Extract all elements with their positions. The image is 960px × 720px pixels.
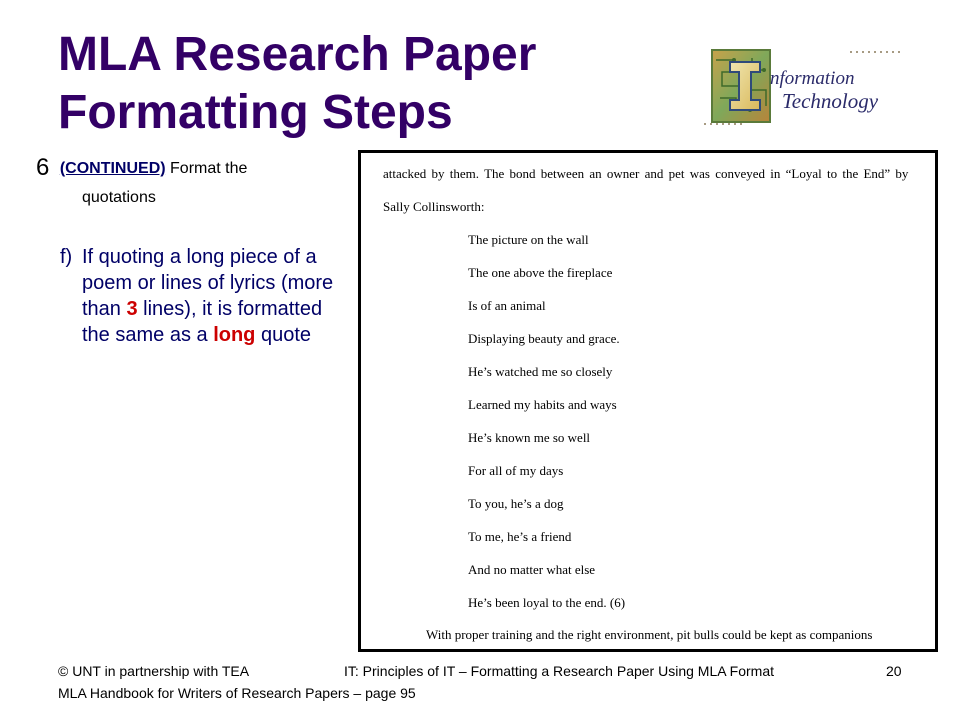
- item-f-emphasis-word: long: [213, 324, 256, 346]
- continued-label: (CONTINUED): [59, 160, 166, 177]
- item-f-number: 3: [126, 298, 138, 320]
- item-f-marker: f): [60, 246, 73, 268]
- verse-line: He’s known me so well: [468, 430, 591, 445]
- step-text-line-2: quotations: [82, 189, 156, 206]
- verse-line: The one above the fireplace: [468, 265, 613, 280]
- step-text-line-1: Format the: [170, 160, 248, 177]
- footer-course-title: IT: Principles of IT – Formatting a Research Paper Using MLA Format: [344, 663, 775, 679]
- verse-line: He’s watched me so closely: [468, 364, 613, 379]
- item-f-text-part-3: quote: [255, 324, 312, 346]
- verse-line: Learned my habits and ways: [468, 397, 617, 412]
- step-heading: [36, 154, 336, 181]
- footer-copyright: © UNT in partnership with TEA: [58, 663, 250, 679]
- logo-word-technology: Technology: [782, 89, 879, 113]
- title-line-2: Formatting Steps: [58, 86, 453, 139]
- information-technology-logo: [700, 40, 906, 132]
- item-f-text-part-1: If quoting a long piece of a poem or lines of lyrics (more than: [82, 246, 334, 320]
- step-number: 6: [36, 154, 50, 181]
- slide-title: [58, 26, 678, 142]
- footer-source: MLA Handbook for Writers of Research Papers – page 95: [58, 685, 416, 701]
- verse-line: He’s been loyal to the end. (6): [468, 595, 626, 610]
- item-f-text-part-2: lines), it is formatted the same as a: [82, 298, 323, 346]
- item-f-text: [60, 244, 350, 348]
- paper-closing-line: With proper training and the right environment, pit bulls could be kept as companions: [426, 627, 873, 642]
- verse-line: To me, he’s a friend: [468, 529, 572, 544]
- title-line-1: MLA Research Paper: [58, 28, 537, 81]
- paper-intro-line-1: attacked by them. The bond between an owner and pet was conveyed in “Loyal to the End” by: [383, 166, 909, 181]
- logo-word-information: nformation: [770, 68, 855, 89]
- verse-line: To you, he’s a dog: [468, 496, 564, 511]
- verse-line: Displaying beauty and grace.: [468, 331, 620, 346]
- verse-line: The picture on the wall: [468, 232, 589, 247]
- item-f: [60, 244, 350, 348]
- verse-line: For all of my days: [468, 463, 564, 478]
- verse-line: Is of an animal: [468, 298, 546, 313]
- paper-intro-line-2: Sally Collinsworth:: [383, 199, 485, 214]
- paper-excerpt: [358, 150, 938, 652]
- verse-line: And no matter what else: [468, 562, 596, 577]
- footer-page-number: 20: [886, 663, 902, 679]
